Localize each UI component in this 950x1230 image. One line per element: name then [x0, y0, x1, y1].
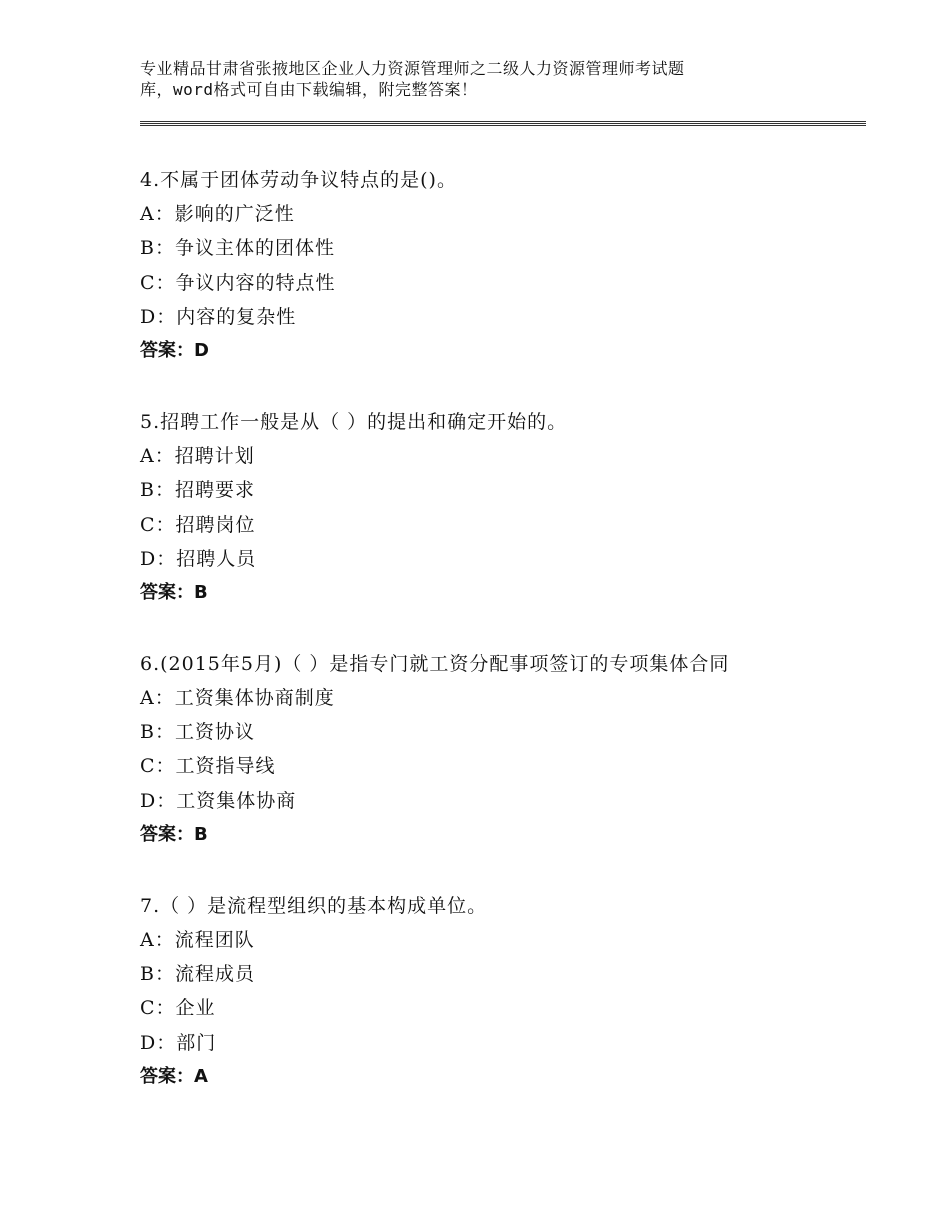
option-b: B：争议主体的团体性	[140, 237, 335, 260]
option-c: C：招聘岗位	[140, 513, 256, 536]
option-c: C：争议内容的特点性	[140, 271, 336, 294]
answer-line: 答案：B	[140, 823, 208, 845]
question-item	[140, 165, 860, 370]
document-header	[140, 58, 780, 100]
option-d: D：招聘人员	[140, 547, 257, 570]
option-a: A：影响的广泛性	[140, 203, 295, 226]
option-a: A：招聘计划	[140, 445, 255, 468]
option-a: A：工资集体协商制度	[140, 687, 335, 710]
question-stem: 7.（ ）是流程型组织的基本构成单位。	[140, 894, 488, 917]
header-divider-line	[140, 121, 866, 122]
option-b: B：招聘要求	[140, 479, 255, 502]
question-stem: 4.不属于团体劳动争议特点的是()。	[140, 169, 457, 191]
question-item	[140, 891, 860, 1096]
option-b: B：工资协议	[140, 721, 255, 744]
answer-line: 答案：B	[140, 581, 208, 603]
option-d: D：内容的复杂性	[140, 305, 297, 328]
answer-line: 答案：D	[140, 339, 209, 361]
answer-line: 答案：A	[140, 1065, 208, 1087]
option-d: D：部门	[140, 1031, 217, 1054]
header-line-1: 专业精品甘肃省张掖地区企业人力资源管理师之二级人力资源管理师考试题	[140, 59, 685, 78]
question-item	[140, 407, 860, 612]
option-b: B：流程成员	[140, 963, 255, 986]
question-stem: 6.(2015年5月)（ ）是指专门就工资分配事项签订的专项集体合同	[140, 652, 730, 675]
option-c: C：工资指导线	[140, 755, 276, 778]
option-d: D：工资集体协商	[140, 789, 297, 812]
question-list	[140, 165, 860, 1133]
header-divider-line	[140, 125, 866, 126]
option-c: C：企业	[140, 997, 216, 1020]
header-line-2: 库，word格式可自由下载编辑，附完整答案！	[140, 80, 478, 99]
header-divider-line	[140, 123, 866, 124]
question-stem: 5.招聘工作一般是从（ ）的提出和确定开始的。	[140, 410, 568, 433]
option-a: A：流程团队	[140, 929, 255, 951]
question-item	[140, 649, 860, 854]
